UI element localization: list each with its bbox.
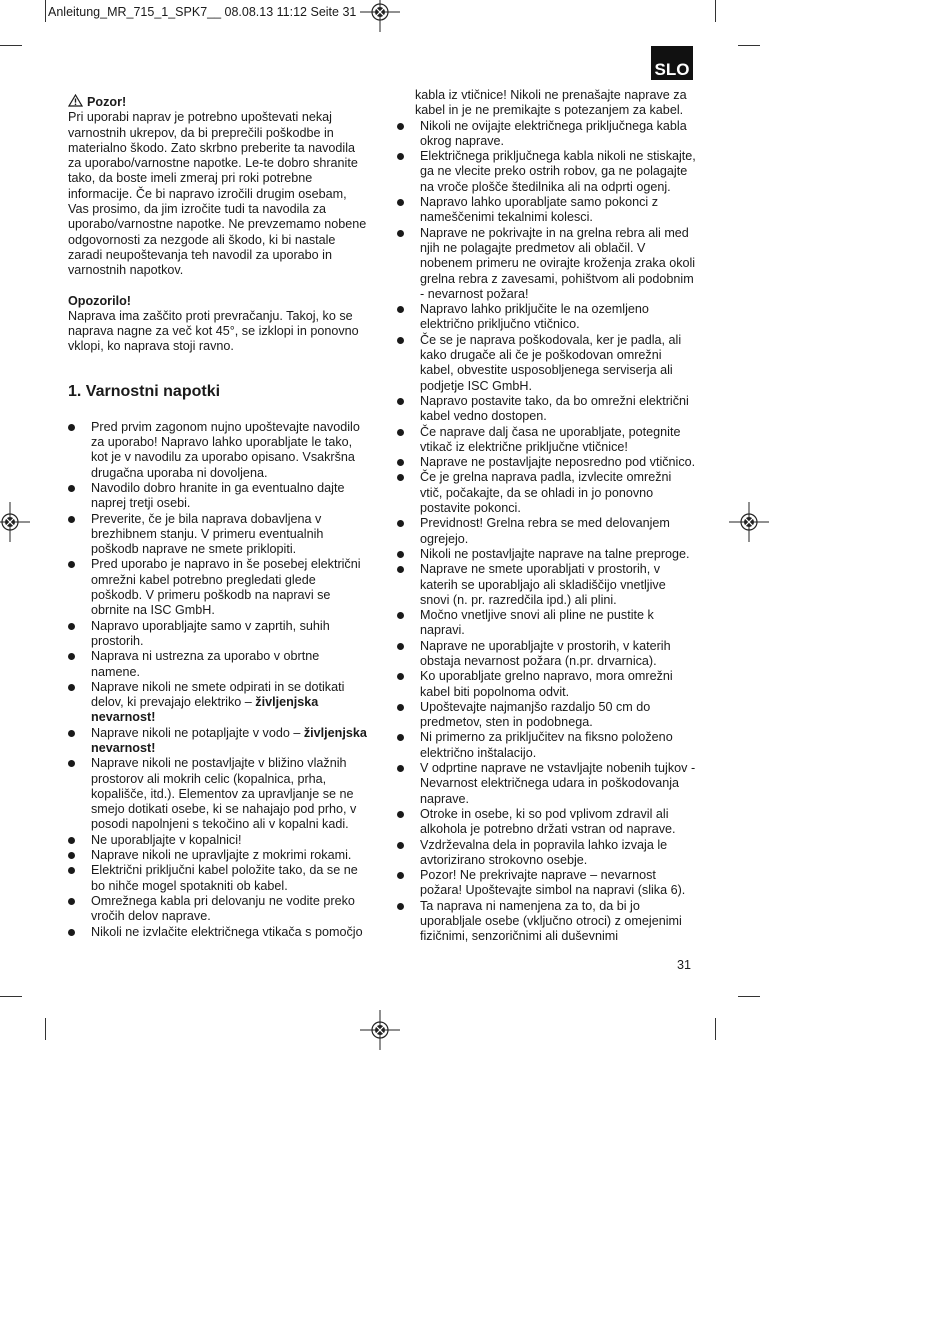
list-item: Naprava ni ustrezna za uporabo v obrtne namene.: [68, 649, 368, 680]
section-heading: 1. Varnostni napotki: [68, 382, 221, 400]
right-column: [397, 88, 697, 945]
list-item: Omrežnega kabla pri delovanju ne vodite preko vročih delov naprave.: [68, 894, 368, 925]
list-item: Naprave nikoli ne upravljajte z mokrimi rokami.: [68, 848, 368, 863]
list-item: Vzdrževalna dela in popravila lahko izvaja le avtorizirano strokovno osebje.: [397, 838, 697, 869]
list-item: Ne uporabljajte v kopalnici!: [68, 833, 368, 848]
list-item: Ko uporabljate grelno napravo, mora omrežni kabel biti popolnoma odvit.: [397, 669, 697, 700]
continued-text: kabla iz vtičnice! Nikoli ne prenašajte naprave za kabel in je ne premikajte s potezanjem za kabel.: [415, 88, 687, 118]
crosshair-icon: [360, 0, 400, 32]
list-item: Otroke in osebe, ki so pod vplivom zdravil ali alkohola je potrebno držati vstran od naprave.: [397, 807, 697, 838]
list-item: Nikoli ne ovijajte električnega priključnega kabla okrog naprave.: [397, 119, 697, 150]
list-item: Pred uporabo je napravo in še posebej električni omrežni kabel potrebno pregledati glede poškodb. V primeru poškodb na napravi se obrnite na ISC GmbH.: [68, 557, 368, 618]
list-item: Upoštevajte najmanjšo razdaljo 50 cm do predmetov, sten in podobnega.: [397, 700, 697, 731]
list-item: Naprave ne pokrivajte in na grelna rebra ali med njih ne polagajte predmetov ali oblačil. V nobenem primeru ne ovirajte kroženja zraka okoli grelna rebra z zavesami, pohištvom ali podobnim - nevarnost požara!: [397, 226, 697, 302]
language-badge: SLO: [651, 46, 693, 80]
page-number: 31: [677, 958, 692, 972]
safety-list-right: [397, 119, 697, 945]
crop-mark: [715, 0, 716, 22]
list-item: Ni primerno za priključitev na fiksno položeno električno inštalacijo.: [397, 730, 697, 761]
list-item: Močno vnetljive snovi ali pline ne pustite k napravi.: [397, 608, 697, 639]
caution-text: Pri uporabi naprav je potrebno upoštevati nekaj varnostnih ukrepov, da bi preprečili poškodbe in materialno škodo. Zato skrbno preberite ta navodila za uporabo/varnostne napotke. Le-te dobro shranite tako, da boste imeli zmeraj pri roki potrebne informacije. Če bi napravo izročili drugim osebam, Vas prosimo, da jim izročite tudi ta navodila za uporabo/varnostne napotke. Ne prevzemamo nobene odgovornosti za nezgode ali škodo, ki bi nastale zaradi neupoštevanja teh navodil za uporabo in varnostnih napotkov.: [68, 110, 367, 278]
list-item: Če naprave dalj časa ne uporabljate, potegnite vtikač iz električne priključne vtičnice!: [397, 425, 697, 456]
warning-section: [68, 294, 368, 355]
list-item: Naprave ne postavljajte neposredno pod vtičnico.: [397, 455, 697, 470]
list-item: V odprtine naprave ne vstavljajte nobenih tujkov - Nevarnost električnega udara in poškodovanja naprave.: [397, 761, 697, 807]
crop-mark: [45, 1018, 46, 1040]
list-item: Napravo uporabljajte samo v zaprtih, suhih prostorih.: [68, 619, 368, 650]
list-item: Naprave ne smete uporabljati v prostorih, v katerih se uporabljajo ali skladiščijo vnetljive snovi (n. pr. razredčila ipd.) ali plini.: [397, 562, 697, 608]
caution-section: [68, 94, 368, 279]
crop-mark: [715, 1018, 716, 1040]
warning-text: Naprava ima zaščito proti prevračanju. Takoj, ko se naprava nagne za več kot 45°, se izklopi in ponovno vklopi, ko naprava stoji ravno.: [68, 308, 359, 354]
list-item: Nikoli ne izvlačite električnega vtikača s pomočjo: [68, 925, 368, 940]
crop-mark: [738, 45, 760, 46]
list-item: Pozor! Ne prekrivajte naprave – nevarnost požara! Upoštevajte simbol na napravi (slika 6).: [397, 868, 697, 899]
crop-mark: [738, 996, 760, 997]
list-item: Napravo postavite tako, da bo omrežni električni kabel vedno dostopen.: [397, 394, 697, 425]
list-item: Če je grelna naprava padla, izvlecite omrežni vtič, počakajte, da se ohladi in jo ponovno postavite pokonci.: [397, 470, 697, 516]
list-item: Nikoli ne postavljajte naprave na talne preproge.: [397, 547, 697, 562]
safety-list-left: [68, 420, 368, 940]
warning-label: Opozorilo!: [68, 293, 131, 308]
crop-mark: [45, 0, 46, 22]
list-item: Napravo lahko uporabljate samo pokonci z nameščenimi tekalnimi kolesci.: [397, 195, 697, 226]
list-item: Naprave nikoli ne smete odpirati in se dotikati delov, ki prevajajo elektriko – življenjska nevarnost!: [68, 680, 368, 726]
crosshair-icon: [360, 1010, 400, 1050]
list-item: Preverite, če je bila naprava dobavljena v brezhibnem stanju. V primeru eventualnih poškodb naprave ne smete priklopiti.: [68, 512, 368, 558]
list-item: Previdnost! Grelna rebra se med delovanjem ogrejejo.: [397, 516, 697, 547]
list-item: Naprave nikoli ne postavljajte v bližino vlažnih prostorov ali mokrih celic (kopalnica, prha, kopališče, itd.). Elementov za upravljanje se ne smejo dotikati osebe, ki se nahajajo pod prho, v posodi napolnjeni s tekočino ali v kopalni kadi.: [68, 756, 368, 832]
crosshair-icon: [729, 502, 769, 542]
list-item: Napravo lahko priključite le na ozemljeno električno priključno vtičnico.: [397, 302, 697, 333]
warning-triangle-icon: [68, 94, 83, 107]
left-column: [68, 94, 368, 940]
list-item: Pred prvim zagonom nujno upoštevajte navodilo za uporabo! Napravo lahko uporabljate le tako, kot je v navodilu za uporabo opisano. Vsakršna drugačna uporaba ni dovoljena.: [68, 420, 368, 481]
list-item: Električni priključni kabel položite tako, da se ne bo nihče mogel spotakniti ob kabel.: [68, 863, 368, 894]
list-item: Električnega priključnega kabla nikoli ne stiskajte, ga ne vlecite preko ostrih robov, ga ne polagajte na vroče plošče štedilnika ali na odprti ogenj.: [397, 149, 697, 195]
crosshair-icon: [0, 502, 30, 542]
caution-label: Pozor!: [87, 95, 127, 109]
print-header: Anleitung_MR_715_1_SPK7__ 08.08.13 11:12 Seite 31: [48, 5, 357, 19]
list-item: Naprave nikoli ne potapljajte v vodo – življenjska nevarnost!: [68, 726, 368, 757]
list-item: Navodilo dobro hranite in ga eventualno dajte naprej tretji osebi.: [68, 481, 368, 512]
crop-mark: [0, 45, 22, 46]
crop-mark: [0, 996, 22, 997]
list-item: Če se je naprava poškodovala, ker je padla, ali kako drugače ali če je poškodovan omrežni kabel, obvestite usposobljenega serviserja ali podjetje ISC GmbH.: [397, 333, 697, 394]
list-item: Ta naprava ni namenjena za to, da bi jo uporabljale osebe (vključno otroci) z omejenimi fizičnimi, senzoričnimi ali duševnimi: [397, 899, 697, 945]
list-item: Naprave ne uporabljajte v prostorih, v katerih obstaja nevarnost požara (n.pr. drvarnica).: [397, 639, 697, 670]
